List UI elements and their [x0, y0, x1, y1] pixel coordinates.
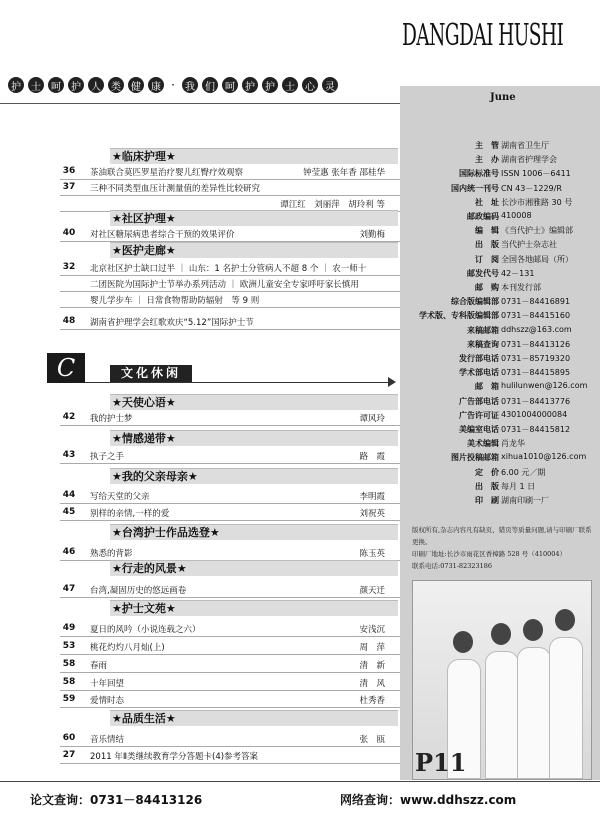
row-divider [60, 503, 400, 504]
page-number: 32 [62, 262, 76, 272]
article-author: 张 瓯 [359, 735, 385, 745]
info-label: 发行部电话 [459, 354, 499, 363]
notice-line: 版权所有,杂志内容凡有缺页、错页等质量问题,请与印刷厂联系更换。 [412, 526, 592, 546]
info-value: 42－131 [501, 268, 535, 278]
slogan-char: 士 [28, 77, 44, 93]
info-row [400, 183, 600, 196]
info-value: 每月 1 日 [501, 481, 536, 491]
page-number: 44 [62, 490, 76, 500]
slogan-char: 护 [68, 77, 84, 93]
article-title[interactable]: 茶油联合莫匹罗星治疗婴儿红臀疗效观察 [90, 168, 244, 178]
info-label: 邮 购 [475, 283, 499, 292]
row-divider [60, 672, 400, 673]
article-title[interactable]: 熟悉的背影 [90, 549, 133, 559]
info-value: 湖南印刷一厂 [501, 496, 549, 505]
article-author: 陈玉英 [359, 549, 385, 559]
article-title[interactable]: 北京社区护士缺口过半 ｜ 山东：1 名护士分管病人不超 8 个 ｜ 农一师十 [90, 264, 367, 274]
info-value: 4301004000084 [501, 409, 568, 419]
article-title[interactable]: 对社区糖尿病患者综合干预的效果评价 [90, 230, 235, 240]
row-divider [60, 763, 400, 764]
info-label: 国际标准号 [459, 169, 499, 179]
section-heading: ★临床护理★ [110, 148, 398, 164]
article-title[interactable]: 写给天堂的父亲 [90, 492, 150, 502]
info-value: hulilunwen@126.com [501, 381, 588, 391]
article-title[interactable]: 十年回望 [90, 679, 125, 689]
info-value: 6.00 元／期 [501, 467, 546, 477]
info-row [400, 154, 600, 167]
info-value: 本刊发行部 [501, 283, 541, 292]
article-title[interactable]: 桃花灼灼八月灿(上) [90, 643, 165, 653]
info-value: xihua1010@126.com [501, 452, 587, 462]
info-row [400, 268, 600, 281]
slogan-char: 呵 [222, 77, 238, 93]
slogan-char: 护 [242, 77, 258, 93]
info-row [400, 410, 600, 423]
info-row [400, 438, 600, 451]
footer-phone: 论文查询：0731－84413126 [30, 793, 203, 807]
section-heading: ★天使心语★ [110, 394, 398, 410]
row-divider [60, 520, 400, 521]
info-value: 长沙市湘雅路 30 号 [501, 197, 573, 207]
info-value: 0731－84413776 [501, 396, 571, 406]
page-number: 27 [62, 750, 76, 760]
info-row [400, 197, 600, 210]
info-row [400, 381, 600, 394]
info-value: 0731－84415895 [501, 368, 571, 378]
row-divider [60, 179, 400, 180]
info-row [400, 310, 600, 323]
info-row [400, 296, 600, 309]
row-divider [60, 707, 400, 708]
slogan-char: 康 [148, 77, 164, 93]
slogan-banner [8, 76, 393, 94]
info-row [400, 211, 600, 224]
slogan-char: 心 [302, 77, 318, 93]
page-number: 58 [62, 677, 76, 687]
slogan-char: 护 [262, 77, 278, 93]
info-value: CN 43－1229/R [501, 183, 562, 193]
page-number: 49 [62, 623, 76, 633]
article-title[interactable]: 2011 年Ⅱ类继续教育学分答题卡(4)参考答案 [90, 752, 259, 762]
footer-divider [0, 781, 600, 782]
article-title[interactable]: 湖南省护理学会红歌欢庆“5.12”国际护士节 [90, 318, 254, 328]
nurses-photo [412, 580, 592, 780]
info-row [400, 396, 600, 409]
info-row [400, 225, 600, 238]
section-heading: ★护士文苑★ [110, 600, 398, 616]
arrow-icon [388, 377, 396, 387]
page-number: 53 [62, 641, 76, 651]
info-label: 美编室电话 [459, 425, 499, 434]
info-label: 邮发代号 [467, 268, 499, 278]
row-divider [60, 636, 400, 637]
page-label: P11 [415, 748, 467, 777]
info-label: 广告许可证 [459, 410, 499, 420]
info-row [400, 452, 600, 465]
info-label: 主 办 [475, 155, 499, 165]
info-row [400, 239, 600, 252]
page-number: 48 [62, 316, 76, 326]
info-label: 来稿查询 [467, 339, 499, 349]
page-number: 43 [62, 450, 76, 460]
article-author: 清 风 [359, 679, 385, 689]
info-label: 订 阅 [475, 254, 499, 264]
article-author: 路 霞 [359, 452, 385, 462]
journal-title: DANGDAI HUSHI [402, 18, 564, 53]
row-divider [60, 463, 400, 464]
article-title[interactable]: 三种不同类型血压计测量值的差异性比较研究 [90, 184, 261, 194]
article-title[interactable]: 二团医院为国际护士节举办系列活动 ｜ 欧洲儿童安全专家呼吁家长慎用 [90, 280, 359, 290]
info-value: 当代护士杂志社 [501, 240, 557, 250]
article-author: 谭风玲 [359, 414, 385, 424]
info-label: 图片投稿邮箱 [451, 453, 499, 463]
article-author: 钟莹惠 张年香 邵桂华 [303, 168, 385, 178]
culture-letter-badge: C [47, 353, 85, 383]
info-row [400, 353, 600, 366]
info-value: 湖南省卫生厅 [501, 141, 549, 150]
article-title[interactable]: 春雨 [90, 661, 108, 671]
article-author: 安浅沉 [359, 625, 385, 635]
slogan-char: 人 [88, 77, 104, 93]
slogan-char: 类 [108, 77, 124, 93]
row-divider [60, 275, 400, 276]
info-row [400, 168, 600, 181]
info-label: 邮政编码 [467, 212, 499, 221]
info-label: 国内统一刊号 [451, 183, 499, 193]
row-divider [60, 195, 400, 196]
culture-divider [85, 382, 391, 383]
page-number: 45 [62, 507, 76, 517]
page-number: 58 [62, 659, 76, 669]
info-value: 全国各地邮局（所） [501, 254, 573, 264]
info-label: 学术版、专科版编辑部 [419, 311, 499, 321]
page-number: 59 [62, 694, 76, 704]
section-heading: ★医护走廊★ [110, 242, 398, 258]
page-number: 36 [62, 166, 76, 176]
article-title[interactable]: 婴儿学步车 ｜ 日常食物帮助防辐射 等 9 则 [90, 296, 260, 306]
section-heading: ★我的父亲母亲★ [110, 468, 398, 484]
article-author: 颜天迁 [359, 586, 385, 596]
article-author: 杜秀香 [359, 696, 385, 706]
article-title[interactable]: 台湾,凝固历史的悠远画卷 [90, 586, 187, 596]
page-number: 47 [62, 584, 76, 594]
article-author: 清 新 [359, 661, 385, 671]
article-author: 谭江红 刘丽萍 胡玲利 等 [280, 200, 385, 210]
info-label: 出 版 [475, 240, 499, 250]
article-author: 刘祝英 [359, 509, 385, 519]
row-divider [60, 690, 400, 691]
row-divider [60, 329, 400, 330]
info-label: 学术部电话 [459, 368, 499, 378]
article-title[interactable]: 我的护士梦 [90, 414, 133, 424]
page-number: 40 [62, 228, 76, 238]
slogan-char: 呵 [48, 77, 64, 93]
page-number: 42 [62, 412, 76, 422]
row-divider [60, 746, 400, 747]
notice-line: 联系电话:0731-82323186 [412, 562, 493, 570]
info-label: 社 址 [475, 197, 499, 207]
page-number: 46 [62, 547, 76, 557]
page-number: 60 [62, 733, 76, 743]
section-heading: ★品质生活★ [110, 710, 398, 726]
article-title[interactable]: 夏日的风吟（小说连载之六） [90, 625, 201, 635]
article-author: 李明霞 [359, 492, 385, 502]
info-value: 0731－85719320 [501, 354, 571, 363]
info-value: ISSN 1006－6411 [501, 169, 571, 179]
info-row [400, 481, 600, 494]
info-label: 美术编辑 [467, 439, 499, 449]
copyright-notice [412, 524, 592, 572]
row-divider [60, 597, 400, 598]
footer-website: 网络查询：www.ddhszz.com [340, 793, 517, 807]
article-title[interactable]: 音乐情结 [90, 735, 125, 745]
slogan-char: 士 [282, 77, 298, 93]
info-label: 广告部电话 [459, 396, 499, 406]
info-row [400, 467, 600, 480]
info-label: 主 管 [475, 141, 499, 150]
row-divider [60, 291, 400, 292]
notice-line: 印刷厂地址:长沙市雨花区香樟路 528 号（410004） [412, 550, 567, 558]
section-heading: ★社区护理★ [110, 210, 398, 226]
info-label: 来稿邮箱 [467, 325, 499, 335]
info-value: 0731－84416891 [501, 297, 571, 307]
info-label: 定 价 [475, 467, 499, 477]
article-author: 刘勤梅 [359, 230, 385, 240]
info-row [400, 424, 600, 437]
info-row [400, 140, 600, 153]
info-row [400, 254, 600, 267]
info-row [400, 325, 600, 338]
page-number: 37 [62, 182, 76, 192]
slogan-separator: · [171, 78, 175, 92]
slogan-char: 健 [128, 77, 144, 93]
article-title[interactable]: 执子之手 [90, 452, 125, 462]
slogan-char: 护 [8, 77, 24, 93]
section-heading: ★行走的风景★ [110, 560, 398, 576]
row-divider [60, 425, 400, 426]
info-value: 湖南省护理学会 [501, 155, 557, 165]
row-divider [60, 307, 400, 308]
culture-section-title: 文化休闲 [110, 365, 192, 382]
slogan-char: 灵 [322, 77, 338, 93]
info-row [400, 495, 600, 508]
row-divider [60, 654, 400, 655]
info-label: 编 辑 [475, 226, 499, 236]
section-heading: ★情感递带★ [110, 430, 398, 446]
info-value: 《当代护士》编辑部 [501, 226, 573, 236]
info-value: 0731－84415160 [501, 311, 571, 321]
slogan-char: 们 [202, 77, 218, 93]
info-label: 出 版 [475, 481, 499, 491]
info-label: 综合版编辑部 [451, 297, 499, 307]
masthead [400, 0, 600, 86]
slogan-char: 我 [182, 77, 198, 93]
info-row [400, 339, 600, 352]
info-row [400, 282, 600, 295]
article-title[interactable]: 爱情时态 [90, 696, 125, 706]
info-value: ddhszz@163.com [501, 324, 572, 334]
info-value: 0731－84413126 [501, 339, 571, 349]
info-value: 0731－84415812 [501, 425, 571, 434]
issue-month: June [490, 92, 516, 103]
info-label: 印 刷 [475, 496, 499, 505]
info-row [400, 367, 600, 380]
info-label: 邮 箱 [475, 382, 499, 392]
header-divider [0, 103, 400, 104]
info-value: 肖龙华 [501, 439, 525, 449]
section-heading: ★台湾护士作品选登★ [110, 524, 398, 540]
info-value: 410008 [501, 211, 532, 220]
article-title[interactable]: 别样的亲情,一样的爱 [90, 509, 170, 519]
article-author: 周 萍 [359, 643, 385, 653]
